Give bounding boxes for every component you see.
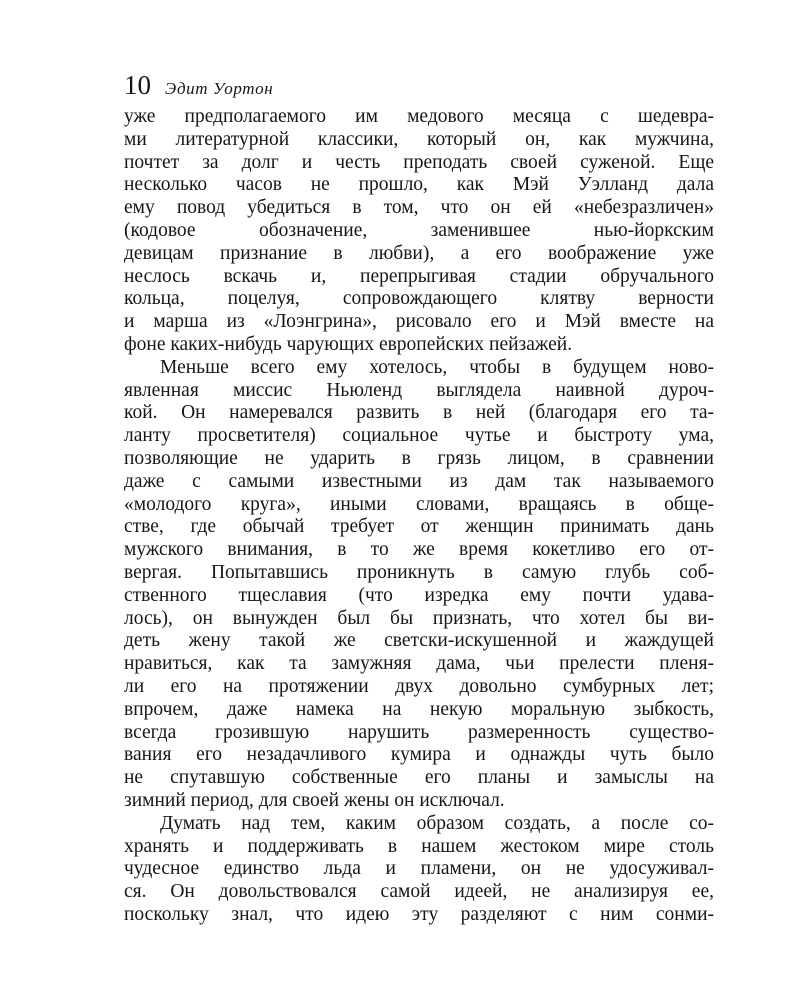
text-line: чудесное единство льда и пламени, он не удосуживал- [124, 858, 714, 880]
text-line: почтет за долг и честь преподать своей суженой. Еще [124, 151, 714, 173]
text-line: нравиться, как та замужняя дама, чьи прелести пленя- [124, 653, 714, 675]
text-line: зимний период, для своей жены он исключал. [124, 789, 505, 811]
text-line: хранять и поддерживать в нашем жестоком мире столь [124, 835, 714, 857]
text-line: неслось вскачь и, перепрыгивая стадии обручального [124, 265, 714, 287]
body-text [124, 106, 714, 927]
running-header [124, 66, 714, 104]
text-line: ланту просветителя) социальное чутье и быстроту ума, [124, 425, 714, 447]
text-line: (кодовое обозначение, заменившее нью-йоркским [124, 219, 714, 241]
text-line: ственного тщеславия (что изредка ему почти удава- [124, 584, 714, 606]
text-line: «молодого круга», иными словами, вращаясь в обще- [124, 493, 714, 515]
text-line: ему повод убедиться в том, что он ей «небезразличен» [124, 197, 714, 219]
text-line: кольца, поцелуя, сопровождающего клятву верности [124, 288, 714, 310]
text-line: несколько часов не прошло, как Мэй Уэлланд дала [124, 174, 714, 196]
text-line: вергая. Попытавшись проникнуть в самую глубь соб- [124, 561, 714, 583]
paragraph-first-line: Думать над тем, каким образом создать, а после со- [160, 812, 714, 834]
text-line: вания его незадачливого кумира и однажды чуть было [124, 744, 714, 766]
text-line: девицам признание в любви), а его воображение уже [124, 242, 714, 264]
text-line: фоне каких-нибудь чарующих европейских пейзажей. [124, 333, 573, 355]
text-line: стве, где обычай требует от женщин принимать дань [124, 516, 714, 538]
text-line: не спутавшую собственные его планы и замыслы на [124, 767, 714, 789]
text-line: поскольку знал, что идею эту разделяют с ним сонми- [124, 903, 714, 925]
text-line: ся. Он довольствовался самой идеей, не анализируя ее, [124, 881, 714, 903]
text-line: кой. Он намеревался развить в ней (благодаря его та- [124, 402, 714, 424]
text-line: явленная миссис Ньюленд выглядела наивной дуроч- [124, 379, 714, 401]
text-line: ли его на протяжении двух довольно сумбурных лет; [124, 675, 714, 697]
text-line: уже предполагаемого им медового месяца с шедевра- [124, 106, 714, 127]
text-line: ми литературной классики, который он, как мужчина, [124, 128, 714, 150]
paragraph-first-line: Меньше всего ему хотелось, чтобы в будущем ново- [160, 356, 714, 378]
text-line: деть жену такой же светски-искушенной и жаждущей [124, 630, 714, 652]
text-line: мужского внимания, в то же время кокетливо его от- [124, 539, 714, 561]
author-name: Эдит Уортон [165, 79, 274, 98]
text-line: лось), он вынужден был бы признать, что хотел бы ви- [124, 607, 714, 629]
page-number: 10 [124, 70, 151, 100]
text-line: всегда грозившую нарушить размеренность существо- [124, 721, 714, 743]
book-page [124, 66, 714, 927]
text-line: позволяющие не ударить в грязь лицом, в сравнении [124, 447, 714, 469]
text-line: даже с самыми известными из дам так называемого [124, 470, 714, 492]
text-line: и марша из «Лоэнгрина», рисовало его и Мэй вместе на [124, 311, 714, 333]
text-line: впрочем, даже намека на некую моральную зыбкость, [124, 698, 714, 720]
